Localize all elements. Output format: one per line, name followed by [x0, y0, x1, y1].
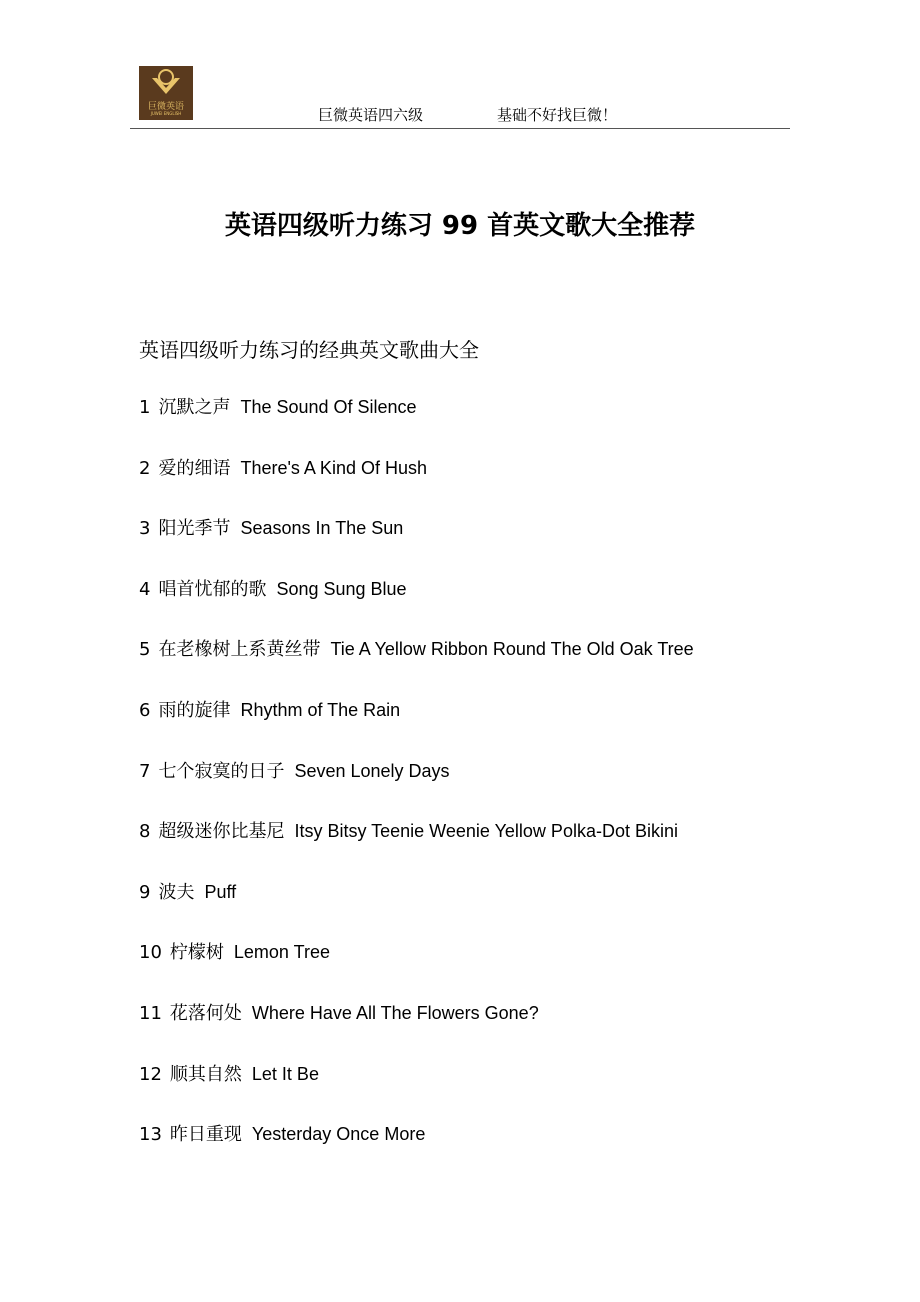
- document-title: 英语四级听力练习 99 首英文歌大全推荐: [224, 211, 696, 241]
- song-number: 3: [139, 518, 151, 540]
- song-number: 8: [139, 821, 151, 843]
- song-number: 13: [139, 1124, 162, 1146]
- song-title-chinese: 柠檬树: [169, 942, 224, 964]
- song-title-chinese: 爱的细语: [158, 457, 231, 479]
- list-item: [139, 1000, 694, 1061]
- list-item: [139, 1061, 694, 1122]
- song-title-english: Rhythm of The Rain: [240, 699, 401, 720]
- song-number: 10: [139, 942, 162, 964]
- song-number: 5: [139, 639, 151, 661]
- list-item: [139, 818, 694, 879]
- song-title-chinese: 在老橡树上系黄丝带: [158, 639, 321, 661]
- song-title-english: Let It Be: [251, 1063, 319, 1084]
- song-title-english: Song Sung Blue: [276, 578, 407, 599]
- list-item: [139, 576, 694, 637]
- song-list: [139, 394, 694, 1182]
- list-item: [139, 939, 694, 1000]
- song-title-english: Tie A Yellow Ribbon Round The Old Oak Tree: [330, 639, 694, 660]
- song-title-chinese: 阳光季节: [158, 518, 231, 540]
- song-title-english: Puff: [204, 881, 237, 902]
- header-brand-text: 巨微英语四六级: [318, 106, 424, 124]
- song-number: 2: [139, 457, 151, 479]
- list-item: [139, 394, 694, 455]
- list-item: [139, 879, 694, 940]
- song-number: 4: [139, 578, 151, 600]
- song-title-english: Yesterday Once More: [251, 1124, 426, 1145]
- logo-text: 巨微英语: [147, 102, 184, 112]
- list-item: [139, 1121, 694, 1182]
- song-title-english: Where Have All The Flowers Gone?: [251, 1002, 539, 1023]
- song-title-chinese: 雨的旋律: [158, 699, 231, 721]
- song-title-chinese: 昨日重现: [169, 1124, 242, 1146]
- header-slogan-text: 基础不好找巨微！: [497, 106, 618, 124]
- song-title-english: Seasons In The Sun: [240, 518, 404, 539]
- song-title-chinese: 唱首忧郁的歌: [158, 578, 267, 600]
- song-title-chinese: 沉默之声: [158, 397, 231, 418]
- song-number: 9: [139, 881, 151, 903]
- song-title-english: The Sound Of Silence: [240, 397, 417, 417]
- list-item: [139, 758, 694, 819]
- logo-emblem-icon: [139, 66, 193, 100]
- list-item: [139, 697, 694, 758]
- song-number: 6: [139, 699, 151, 721]
- song-title-chinese: 花落何处: [169, 1002, 242, 1024]
- juwei-logo-icon: [139, 66, 193, 120]
- song-title-english: Itsy Bitsy Teenie Weenie Yellow Polka-Dot Bikini: [294, 821, 678, 842]
- song-number: 11: [139, 1002, 162, 1024]
- list-item: [139, 455, 694, 516]
- list-item: [139, 515, 694, 576]
- song-number: 12: [139, 1063, 162, 1085]
- song-number: 1: [139, 397, 151, 418]
- song-title-chinese: 波夫: [158, 881, 195, 903]
- logo-subtext: JUWEI ENGLISH: [150, 111, 182, 116]
- song-title-chinese: 超级迷你比基尼: [158, 821, 285, 843]
- section-heading: 英语四级听力练习的经典英文歌曲大全: [139, 338, 479, 362]
- song-title-english: Seven Lonely Days: [294, 760, 450, 781]
- page-header: [130, 66, 790, 129]
- song-title-chinese: 七个寂寞的日子: [158, 760, 285, 782]
- song-title-chinese: 顺其自然: [169, 1063, 242, 1085]
- list-item: [139, 636, 694, 697]
- song-number: 7: [139, 760, 151, 782]
- song-title-english: There's A Kind Of Hush: [240, 457, 427, 478]
- song-title-english: Lemon Tree: [233, 942, 330, 963]
